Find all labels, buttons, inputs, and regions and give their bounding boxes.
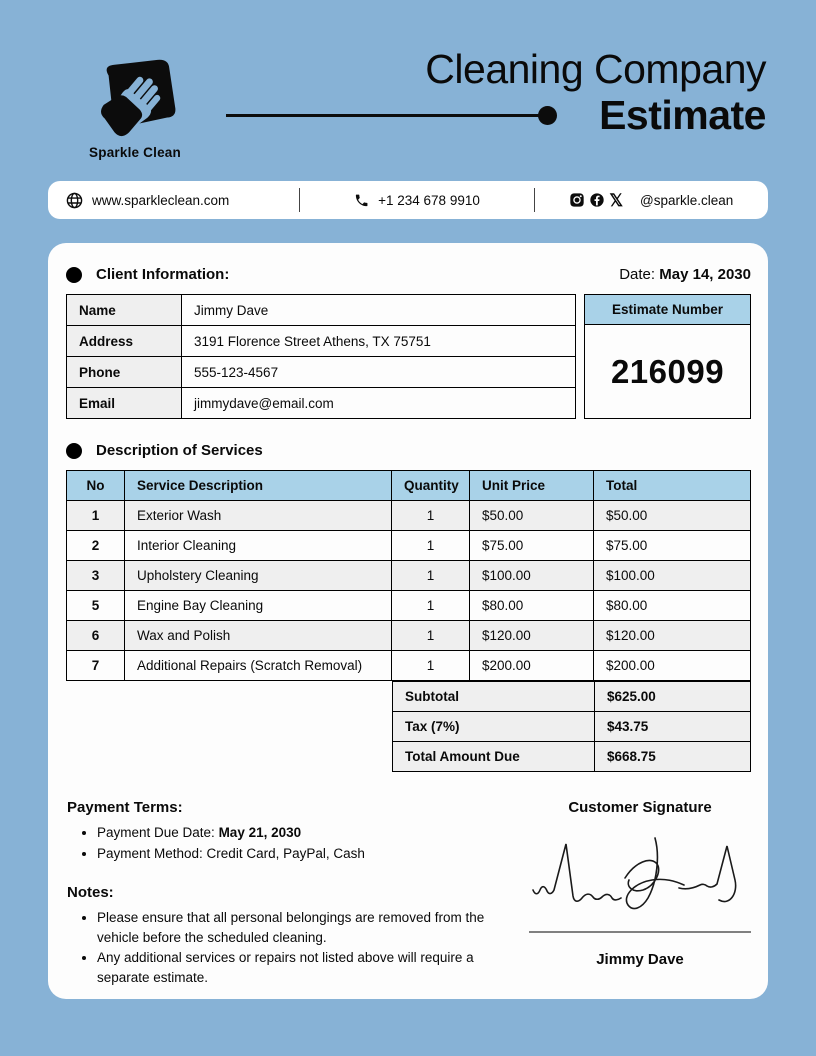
totals-row: [393, 682, 751, 712]
payment-term-item: [97, 844, 496, 864]
signature-image: [529, 826, 751, 926]
phone-icon: [354, 193, 369, 208]
logo-text: Sparkle Clean: [89, 145, 181, 160]
title-line-2: Estimate: [599, 92, 766, 139]
col-unit-price: Unit Price: [470, 471, 594, 501]
payment-term-text: Payment Due Date:: [97, 825, 219, 840]
service-no: 6: [67, 621, 125, 651]
service-quantity: 1: [392, 651, 470, 681]
service-total: $50.00: [594, 501, 751, 531]
client-table-row: [67, 295, 576, 326]
service-unit-price: $50.00: [470, 501, 594, 531]
service-total: $120.00: [594, 621, 751, 651]
col-no: No: [67, 471, 125, 501]
client-field-label: Phone: [67, 357, 182, 388]
service-unit-price: $200.00: [470, 651, 594, 681]
x-icon: 𝕏: [609, 190, 624, 210]
client-field-label: Name: [67, 295, 182, 326]
title-block: [220, 46, 766, 160]
notes-title: Notes:: [67, 884, 114, 901]
client-table: [66, 294, 576, 419]
service-unit-price: $80.00: [470, 591, 594, 621]
service-quantity: 1: [392, 501, 470, 531]
estimate-date: [619, 266, 751, 283]
totals-row: [393, 742, 751, 772]
service-total: $100.00: [594, 561, 751, 591]
note-item: [97, 908, 496, 947]
services-header-row: [67, 471, 751, 501]
service-row: [67, 621, 751, 651]
title-line-1: Cleaning Company: [425, 46, 766, 92]
service-description: Engine Bay Cleaning: [125, 591, 392, 621]
date-value: May 14, 2030: [659, 266, 751, 283]
service-total: $75.00: [594, 531, 751, 561]
website-text: www.sparkleclean.com: [92, 192, 230, 208]
service-total: $80.00: [594, 591, 751, 621]
service-row: [67, 591, 751, 621]
client-field-label: Address: [67, 326, 182, 357]
logo-block: [50, 46, 220, 160]
col-quantity: Quantity: [392, 471, 470, 501]
service-quantity: 1: [392, 561, 470, 591]
client-info-title: Client Information:: [96, 266, 230, 283]
phone-item[interactable]: [300, 181, 533, 219]
bottom-section: [66, 799, 751, 988]
payment-term-item: [97, 823, 496, 843]
totals-label: Total Amount Due: [393, 742, 595, 772]
totals-value: $668.75: [595, 742, 751, 772]
service-no: 3: [67, 561, 125, 591]
estimate-number-header: Estimate Number: [585, 295, 750, 325]
service-quantity: 1: [392, 621, 470, 651]
service-no: 5: [67, 591, 125, 621]
totals-label: Tax (7%): [393, 712, 595, 742]
estimate-number-value: 216099: [610, 352, 725, 390]
client-table-row: [67, 326, 576, 357]
totals-row: [393, 712, 751, 742]
col-service-description: Service Description: [125, 471, 392, 501]
service-unit-price: $100.00: [470, 561, 594, 591]
service-description: Additional Repairs (Scratch Removal): [125, 651, 392, 681]
service-row: [67, 651, 751, 681]
section-bullet-icon: [66, 267, 82, 283]
totals-value: $625.00: [595, 682, 751, 712]
date-label: Date:: [619, 266, 660, 283]
social-handle-text: @sparkle.clean: [640, 192, 734, 208]
client-table-row: [67, 357, 576, 388]
client-field-label: Email: [67, 388, 182, 419]
service-row: [67, 501, 751, 531]
services-table: [66, 470, 751, 681]
service-row: [67, 531, 751, 561]
section-bullet-icon: [66, 443, 82, 459]
service-no: 7: [67, 651, 125, 681]
client-field-value: 3191 Florence Street Athens, TX 75751: [182, 326, 576, 357]
service-description: Wax and Polish: [125, 621, 392, 651]
totals-table: [392, 681, 751, 772]
page-header: [0, 0, 816, 160]
terms-and-notes: [66, 799, 496, 988]
signature-line: [529, 931, 751, 933]
client-table-row: [67, 388, 576, 419]
client-field-value: Jimmy Dave: [182, 295, 576, 326]
note-text: Any additional services or repairs not listed above will require a separate estimate.: [97, 950, 474, 985]
signature-title: Customer Signature: [568, 799, 712, 816]
title-line-2-row: [220, 94, 766, 137]
service-description: Exterior Wash: [125, 501, 392, 531]
service-description: Upholstery Cleaning: [125, 561, 392, 591]
note-text: Please ensure that all personal belongings are removed from the vehicle before the scheduled cleaning.: [97, 910, 485, 945]
social-icons: [569, 192, 623, 209]
notes-list: [67, 908, 496, 987]
client-field-value: 555-123-4567: [182, 357, 576, 388]
signature-block: [529, 799, 751, 988]
title-rule: [226, 114, 539, 117]
social-item[interactable]: [535, 181, 768, 219]
client-info-section: [66, 266, 229, 283]
service-quantity: 1: [392, 531, 470, 561]
service-description: Interior Cleaning: [125, 531, 392, 561]
client-grid: [66, 294, 751, 419]
note-item: [97, 948, 496, 987]
payment-term-bold: May 21, 2030: [218, 825, 302, 840]
totals-value: $43.75: [595, 712, 751, 742]
website-item[interactable]: [48, 181, 299, 219]
estimate-number-box: [584, 294, 751, 419]
totals-label: Subtotal: [393, 682, 595, 712]
service-row: [67, 561, 751, 591]
col-total: Total: [594, 471, 751, 501]
client-field-value: jimmydave@email.com: [182, 388, 576, 419]
estimate-card: [48, 243, 768, 999]
phone-text: +1 234 678 9910: [378, 192, 480, 208]
service-no: 2: [67, 531, 125, 561]
service-total: $200.00: [594, 651, 751, 681]
payment-terms-list: [67, 823, 496, 863]
service-unit-price: $120.00: [470, 621, 594, 651]
services-section: [66, 442, 751, 459]
payment-term-text: Payment Method: Credit Card, PayPal, Cash: [97, 845, 365, 861]
payment-terms-title: Payment Terms:: [67, 799, 183, 816]
contact-bar: [48, 181, 768, 219]
facebook-icon: [589, 192, 605, 208]
services-title: Description of Services: [96, 442, 263, 459]
signature-name: Jimmy Dave: [596, 951, 684, 968]
title-rule-dot-icon: [538, 106, 557, 125]
instagram-icon: [569, 192, 585, 208]
cleaning-hand-logo-icon: [91, 54, 179, 142]
service-no: 1: [67, 501, 125, 531]
service-quantity: 1: [392, 591, 470, 621]
globe-icon: [66, 192, 83, 209]
service-unit-price: $75.00: [470, 531, 594, 561]
client-header-row: [66, 266, 751, 283]
